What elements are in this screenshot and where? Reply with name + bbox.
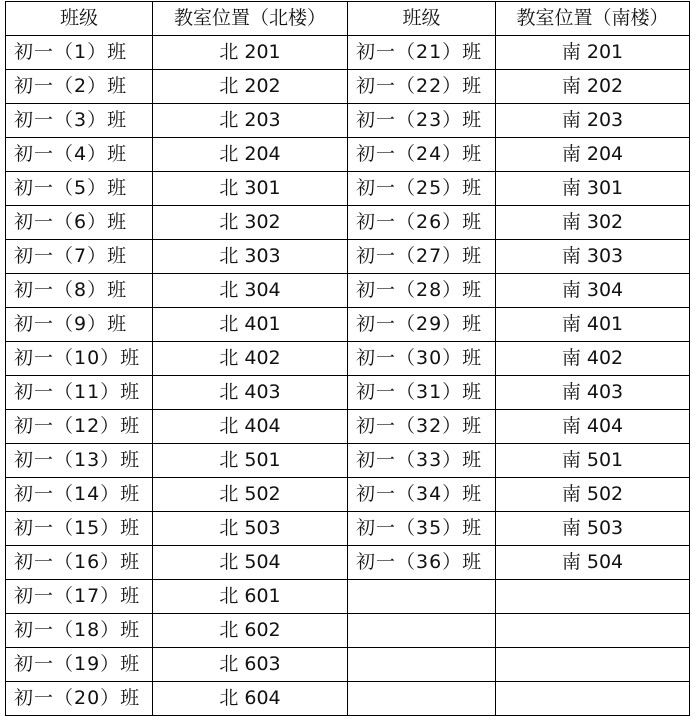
table-row (6, 410, 690, 444)
table-row (6, 172, 690, 206)
cell-class-south: 初一（23）班 (348, 104, 496, 138)
cell-class-north: 初一（2）班 (6, 70, 153, 104)
table-row (6, 70, 690, 104)
cell-class-north: 初一（18）班 (6, 614, 153, 648)
table-row (6, 206, 690, 240)
cell-room-south: 南 504 (496, 546, 690, 580)
table-row (6, 104, 690, 138)
cell-room-north: 北 302 (153, 206, 348, 240)
cell-room-south: 南 502 (496, 478, 690, 512)
cell-class-north: 初一（13）班 (6, 444, 153, 478)
cell-class-south: 初一（26）班 (348, 206, 496, 240)
cell-room-south: 南 503 (496, 512, 690, 546)
cell-room-north: 北 203 (153, 104, 348, 138)
cell-class-south: 初一（28）班 (348, 274, 496, 308)
cell-room-south: 南 203 (496, 104, 690, 138)
cell-room-south: 南 403 (496, 376, 690, 410)
cell-room-south: 南 301 (496, 172, 690, 206)
table-row (6, 444, 690, 478)
cell-class-south: 初一（36）班 (348, 546, 496, 580)
cell-room-north: 北 404 (153, 410, 348, 444)
cell-room-north: 北 301 (153, 172, 348, 206)
cell-room-north: 北 403 (153, 376, 348, 410)
cell-room-south: 南 402 (496, 342, 690, 376)
cell-room-north: 北 601 (153, 580, 348, 614)
cell-class-south: 初一（27）班 (348, 240, 496, 274)
table-row (6, 546, 690, 580)
cell-room-north: 北 304 (153, 274, 348, 308)
cell-room-south (496, 648, 690, 682)
cell-room-south: 南 202 (496, 70, 690, 104)
header-class-north: 班级 (6, 2, 153, 36)
cell-room-north: 北 204 (153, 138, 348, 172)
cell-room-south (496, 614, 690, 648)
table-row (6, 138, 690, 172)
cell-class-north: 初一（8）班 (6, 274, 153, 308)
cell-class-north: 初一（19）班 (6, 648, 153, 682)
cell-room-north: 北 503 (153, 512, 348, 546)
table-row (6, 274, 690, 308)
cell-room-north: 北 201 (153, 36, 348, 70)
cell-room-south: 南 401 (496, 308, 690, 342)
cell-class-south: 初一（24）班 (348, 138, 496, 172)
table-row (6, 512, 690, 546)
cell-class-south: 初一（29）班 (348, 308, 496, 342)
table-row (6, 240, 690, 274)
cell-class-north: 初一（16）班 (6, 546, 153, 580)
cell-class-north: 初一（1）班 (6, 36, 153, 70)
cell-class-south (348, 614, 496, 648)
cell-class-south (348, 580, 496, 614)
cell-room-north: 北 501 (153, 444, 348, 478)
cell-room-north: 北 602 (153, 614, 348, 648)
cell-room-north: 北 303 (153, 240, 348, 274)
cell-class-south: 初一（25）班 (348, 172, 496, 206)
table-row (6, 648, 690, 682)
cell-room-south: 南 302 (496, 206, 690, 240)
cell-class-south: 初一（32）班 (348, 410, 496, 444)
cell-room-north: 北 202 (153, 70, 348, 104)
table-row (6, 36, 690, 70)
cell-room-south: 南 303 (496, 240, 690, 274)
cell-class-north: 初一（3）班 (6, 104, 153, 138)
cell-room-north: 北 402 (153, 342, 348, 376)
cell-class-south (348, 682, 496, 716)
header-room-north: 教室位置（北楼） (153, 2, 348, 36)
table-row (6, 376, 690, 410)
cell-room-north: 北 504 (153, 546, 348, 580)
cell-room-south: 南 304 (496, 274, 690, 308)
cell-class-south: 初一（34）班 (348, 478, 496, 512)
cell-class-south: 初一（21）班 (348, 36, 496, 70)
header-class-south: 班级 (348, 2, 496, 36)
cell-class-south: 初一（35）班 (348, 512, 496, 546)
cell-class-north: 初一（9）班 (6, 308, 153, 342)
cell-class-south: 初一（31）班 (348, 376, 496, 410)
table-row (6, 682, 690, 716)
table-row (6, 308, 690, 342)
cell-class-north: 初一（15）班 (6, 512, 153, 546)
cell-class-south: 初一（22）班 (348, 70, 496, 104)
cell-class-north: 初一（5）班 (6, 172, 153, 206)
cell-class-south: 初一（30）班 (348, 342, 496, 376)
cell-room-south: 南 204 (496, 138, 690, 172)
cell-class-north: 初一（11）班 (6, 376, 153, 410)
cell-room-south: 南 201 (496, 36, 690, 70)
cell-room-south (496, 580, 690, 614)
cell-room-south (496, 682, 690, 716)
cell-class-south: 初一（33）班 (348, 444, 496, 478)
cell-class-north: 初一（12）班 (6, 410, 153, 444)
header-room-south: 教室位置（南楼） (496, 2, 690, 36)
cell-room-south: 南 501 (496, 444, 690, 478)
cell-room-north: 北 502 (153, 478, 348, 512)
cell-class-north: 初一（17）班 (6, 580, 153, 614)
table-row (6, 478, 690, 512)
table-row (6, 614, 690, 648)
table-row (6, 342, 690, 376)
cell-room-north: 北 603 (153, 648, 348, 682)
cell-class-north: 初一（10）班 (6, 342, 153, 376)
cell-class-north: 初一（6）班 (6, 206, 153, 240)
cell-room-south: 南 404 (496, 410, 690, 444)
cell-class-north: 初一（7）班 (6, 240, 153, 274)
cell-class-north: 初一（14）班 (6, 478, 153, 512)
classroom-table (5, 1, 690, 716)
cell-class-north: 初一（20）班 (6, 682, 153, 716)
table-row (6, 580, 690, 614)
cell-class-north: 初一（4）班 (6, 138, 153, 172)
cell-class-south (348, 648, 496, 682)
header-row (6, 2, 690, 36)
cell-room-north: 北 604 (153, 682, 348, 716)
cell-room-north: 北 401 (153, 308, 348, 342)
